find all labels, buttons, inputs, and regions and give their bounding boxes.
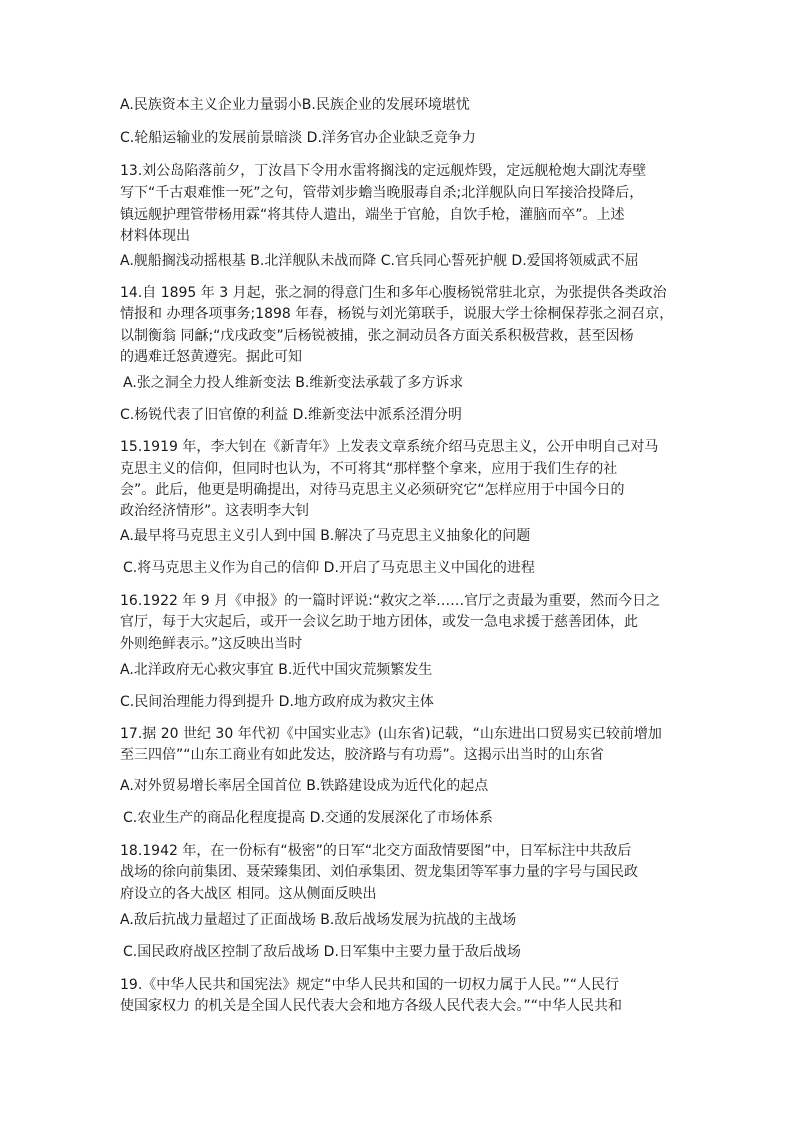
option-line-12-ab: A.民族资本主义企业力量弱小B.民族企业的发展环境堪忧	[120, 97, 470, 113]
option-line-17-ab: A.对外贸易增长率居全国首位 B.铁路建设成为近代化的起点	[120, 778, 489, 794]
question-16-line-1: 16.1922 年 9 月《申报》的一篇时评说:“救灾之举……官厅之责最为重要，然而今日之	[120, 593, 661, 609]
option-line-15-ab: A.最早将马克思主义引人到中国 B.解决了马克思主义抽象化的问题	[120, 528, 531, 544]
question-14-line-2: 情报和 办理各项事务;1898 年春，杨锐与刘光第联手，说服大学士徐桐保荐张之洞召京，	[120, 306, 674, 322]
question-18-line-3: 府设立的各大战区 相同。这从侧面反映出	[120, 886, 377, 902]
question-17-line-1: 17.据 20 世纪 30 年代初《中国实业志》(山东省)记载，“山东进出口贸易实已较前增加	[120, 726, 662, 742]
option-line-14-ab: A.张之洞全力投人维新变法 B.维新变法承载了多方诉求	[123, 375, 464, 391]
option-line-18-cd: C.国民政府战区控制了敌后战场 D.日军集中主要力量于敌后战场	[123, 944, 521, 960]
question-13-line-2: 写下“千古艰难惟一死”之句，管带刘步蟾当晚服毒自杀;北洋舰队向日军接洽投降后，	[120, 185, 644, 201]
question-19-line-2: 使国家权力 的机关是全国人民代表大会和地方各级人民代表大会。”“中华人民共和	[120, 998, 622, 1014]
option-line-15-cd: C.将马克思主义作为自己的信仰 D.开启了马克思主义中国化的进程	[123, 560, 535, 576]
question-15-line-2: 克思主义的信仰，但同时也认为，不可将其“那样整个拿来，应用于我们生存的社	[120, 461, 618, 477]
option-line-16-cd: C.民间治理能力得到提升 D.地方政府成为救灾主体	[120, 694, 434, 710]
question-14-line-4: 的遇难迁怒黄遵宪。据此可知	[120, 349, 302, 365]
question-18-line-2: 战场的徐向前集团、聂荣臻集团、刘伯承集团、贺龙集团等军事力量的字号与国民政	[120, 864, 638, 880]
option-line-17-cd: C.农业生产的商品化程度提高 D.交通的发展深化了市场体系	[123, 810, 493, 826]
option-line-18-ab: A.敌后抗战力量超过了正面战场 B.敌后战场发展为抗战的主战场	[120, 912, 517, 928]
question-14-line-1: 14.自 1895 年 3 月起，张之洞的得意门生和多年心腹杨锐常驻北京，为张提供各类政治	[120, 285, 667, 301]
question-18-line-1: 18.1942 年，在一份标有“极密”的日军“北交方面敌情要图”中，日军标注中共敌后	[120, 843, 632, 859]
question-15-line-1: 15.1919 年，李大钊在《新青年》上发表文章系统介绍马克思主义，公开申明自己对马	[120, 439, 659, 455]
question-13-line-4: 材料体现出	[120, 228, 190, 244]
question-14-line-3: 以制衡翁 同龢;“戊戌政变”后杨锐被捕，张之洞动员各方面关系积极营救，甚至因杨	[120, 328, 634, 344]
question-13-line-1: 13.刘公岛陷落前夕，丁汝昌下令用水雷将搁浅的定远舰炸毁，定远舰枪炮大副沈寿壁	[120, 163, 647, 179]
option-line-13: A.舰船搁浅动摇根基 B.北洋舰队未战而降 C.官兵同心誓死护舰 D.爱国将领威武不屈	[120, 253, 639, 269]
option-line-16-ab: A.北洋政府无心救灾事宜 B.近代中国灾荒频繁发生	[120, 662, 433, 678]
question-15-line-3: 会”。此后，他更是明确提出，对待马克思主义必须研究它“怎样应用于中国今日的	[120, 482, 625, 498]
option-line-12-cd: C.轮船运输业的发展前景暗淡 D.洋务官办企业缺乏竞争力	[120, 130, 476, 146]
question-17-line-2: 至三四倍”“山东工商业有如此发达，胶济路与有功焉”。这揭示出当时的山东省	[120, 747, 604, 763]
question-15-line-4: 政治经济情形”。这表明李大钊	[120, 503, 310, 519]
question-19-line-1: 19.《中华人民共和国宪法》规定“中华人民共和国的一切权力属于人民。”“人民行	[120, 977, 620, 993]
option-line-14-cd: C.杨锐代表了旧官僚的利益 D.维新变法中派系泾渭分明	[120, 407, 462, 423]
question-16-line-3: 外则绝鲜表示。”这反映出当时	[120, 636, 303, 652]
question-16-line-2: 官厅，每于大灾起后，或开一会议乞助于地方团体，或发一急电求援于慈善团体，此	[120, 614, 638, 630]
question-13-line-3: 镇远舰护理管带杨用霖“将其侍人遣出，端坐于官舱，自饮手枪，灌脑而卒”。上述	[120, 207, 625, 223]
